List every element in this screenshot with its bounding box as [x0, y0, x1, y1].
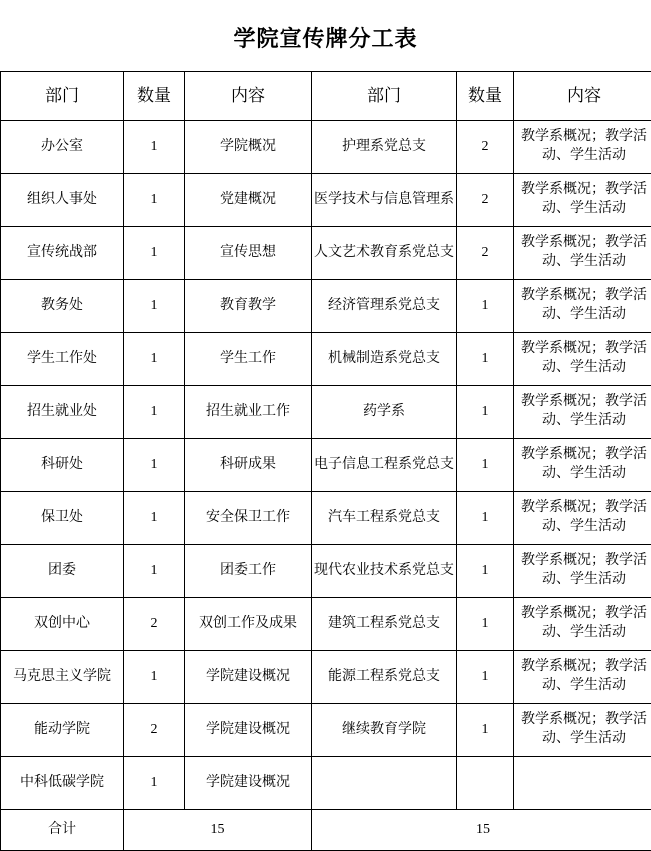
cell-qty-right: 1	[457, 280, 514, 333]
table-row	[1, 174, 651, 227]
cell-content-right: 教学系概况；教学活动、学生活动	[514, 492, 651, 545]
cell-content-left: 安全保卫工作	[185, 492, 312, 545]
cell-dept-right: 建筑工程系党总支	[312, 598, 457, 651]
cell-dept-right: 汽车工程系党总支	[312, 492, 457, 545]
column-header-dept-right: 部门	[312, 72, 457, 121]
table-row	[1, 121, 651, 174]
cell-qty-right: 1	[457, 492, 514, 545]
cell-content-left: 招生就业工作	[185, 386, 312, 439]
table-body	[1, 121, 651, 851]
cell-content-right-empty	[514, 757, 651, 810]
cell-qty-left: 1	[124, 757, 185, 810]
cell-content-left: 学院建设概况	[185, 757, 312, 810]
table-row	[1, 651, 651, 704]
cell-qty-right: 2	[457, 227, 514, 280]
cell-qty-left: 1	[124, 121, 185, 174]
column-header-qty-left: 数量	[124, 72, 185, 121]
table-row	[1, 598, 651, 651]
cell-content-right: 教学系概况；教学活动、学生活动	[514, 545, 651, 598]
cell-qty-left: 1	[124, 227, 185, 280]
column-header-dept-left: 部门	[1, 72, 124, 121]
cell-qty-left: 1	[124, 386, 185, 439]
cell-dept-left: 招生就业处	[1, 386, 124, 439]
table-row	[1, 704, 651, 757]
cell-content-right: 教学系概况；教学活动、学生活动	[514, 439, 651, 492]
cell-content-right: 教学系概况；教学活动、学生活动	[514, 386, 651, 439]
cell-dept-right: 人文艺术教育系党总支	[312, 227, 457, 280]
cell-dept-left: 组织人事处	[1, 174, 124, 227]
cell-qty-left: 1	[124, 174, 185, 227]
total-label: 合计	[1, 810, 124, 851]
table-row	[1, 386, 651, 439]
cell-qty-right: 1	[457, 333, 514, 386]
cell-dept-left: 能动学院	[1, 704, 124, 757]
cell-content-left: 教育教学	[185, 280, 312, 333]
cell-dept-right: 机械制造系党总支	[312, 333, 457, 386]
total-left-value: 15	[124, 810, 312, 851]
column-header-content-right: 内容	[514, 72, 651, 121]
cell-dept-right: 药学系	[312, 386, 457, 439]
cell-dept-left: 宣传统战部	[1, 227, 124, 280]
table-row	[1, 280, 651, 333]
cell-dept-right-empty	[312, 757, 457, 810]
cell-content-right: 教学系概况；教学活动、学生活动	[514, 280, 651, 333]
cell-dept-left: 中科低碳学院	[1, 757, 124, 810]
cell-dept-left: 科研处	[1, 439, 124, 492]
assignment-table	[0, 71, 651, 851]
cell-dept-right: 经济管理系党总支	[312, 280, 457, 333]
cell-dept-left: 团委	[1, 545, 124, 598]
cell-dept-right: 医学技术与信息管理系	[312, 174, 457, 227]
cell-content-left: 科研成果	[185, 439, 312, 492]
cell-dept-left: 教务处	[1, 280, 124, 333]
cell-dept-right: 护理系党总支	[312, 121, 457, 174]
cell-content-right: 教学系概况；教学活动、学生活动	[514, 121, 651, 174]
cell-content-left: 学院建设概况	[185, 651, 312, 704]
cell-qty-right: 2	[457, 174, 514, 227]
cell-qty-right-empty	[457, 757, 514, 810]
table-row	[1, 333, 651, 386]
cell-content-right: 教学系概况；教学活动、学生活动	[514, 704, 651, 757]
table-row	[1, 492, 651, 545]
table-row	[1, 439, 651, 492]
cell-content-right: 教学系概况；教学活动、学生活动	[514, 598, 651, 651]
cell-qty-left: 1	[124, 333, 185, 386]
table-row	[1, 227, 651, 280]
cell-qty-left: 1	[124, 545, 185, 598]
column-header-content-left: 内容	[185, 72, 312, 121]
total-right-value: 15	[312, 810, 651, 851]
cell-qty-right: 2	[457, 121, 514, 174]
cell-content-left: 学院概况	[185, 121, 312, 174]
cell-qty-left: 1	[124, 280, 185, 333]
cell-dept-right: 电子信息工程系党总支	[312, 439, 457, 492]
cell-dept-right: 现代农业技术系党总支	[312, 545, 457, 598]
cell-content-left: 团委工作	[185, 545, 312, 598]
cell-qty-left: 2	[124, 704, 185, 757]
cell-content-left: 党建概况	[185, 174, 312, 227]
column-header-qty-right: 数量	[457, 72, 514, 121]
cell-dept-left: 办公室	[1, 121, 124, 174]
cell-dept-left: 双创中心	[1, 598, 124, 651]
table-total-row	[1, 810, 651, 851]
cell-content-left: 学生工作	[185, 333, 312, 386]
cell-qty-right: 1	[457, 439, 514, 492]
table-header	[1, 72, 651, 121]
cell-qty-right: 1	[457, 598, 514, 651]
cell-dept-left: 学生工作处	[1, 333, 124, 386]
cell-qty-left: 1	[124, 492, 185, 545]
cell-qty-right: 1	[457, 704, 514, 757]
cell-dept-left: 保卫处	[1, 492, 124, 545]
cell-qty-left: 2	[124, 598, 185, 651]
cell-content-left: 学院建设概况	[185, 704, 312, 757]
cell-qty-right: 1	[457, 386, 514, 439]
table-header-row	[1, 72, 651, 121]
cell-content-right: 教学系概况；教学活动、学生活动	[514, 651, 651, 704]
cell-dept-right: 能源工程系党总支	[312, 651, 457, 704]
cell-dept-left: 马克思主义学院	[1, 651, 124, 704]
cell-qty-left: 1	[124, 651, 185, 704]
table-row	[1, 545, 651, 598]
page-title: 学院宣传牌分工表	[0, 0, 651, 71]
cell-content-right: 教学系概况；教学活动、学生活动	[514, 333, 651, 386]
cell-dept-right: 继续教育学院	[312, 704, 457, 757]
cell-qty-right: 1	[457, 545, 514, 598]
cell-content-left: 宣传思想	[185, 227, 312, 280]
cell-content-right: 教学系概况；教学活动、学生活动	[514, 227, 651, 280]
cell-content-right: 教学系概况；教学活动、学生活动	[514, 174, 651, 227]
table-row	[1, 757, 651, 810]
cell-content-left: 双创工作及成果	[185, 598, 312, 651]
cell-qty-right: 1	[457, 651, 514, 704]
cell-qty-left: 1	[124, 439, 185, 492]
